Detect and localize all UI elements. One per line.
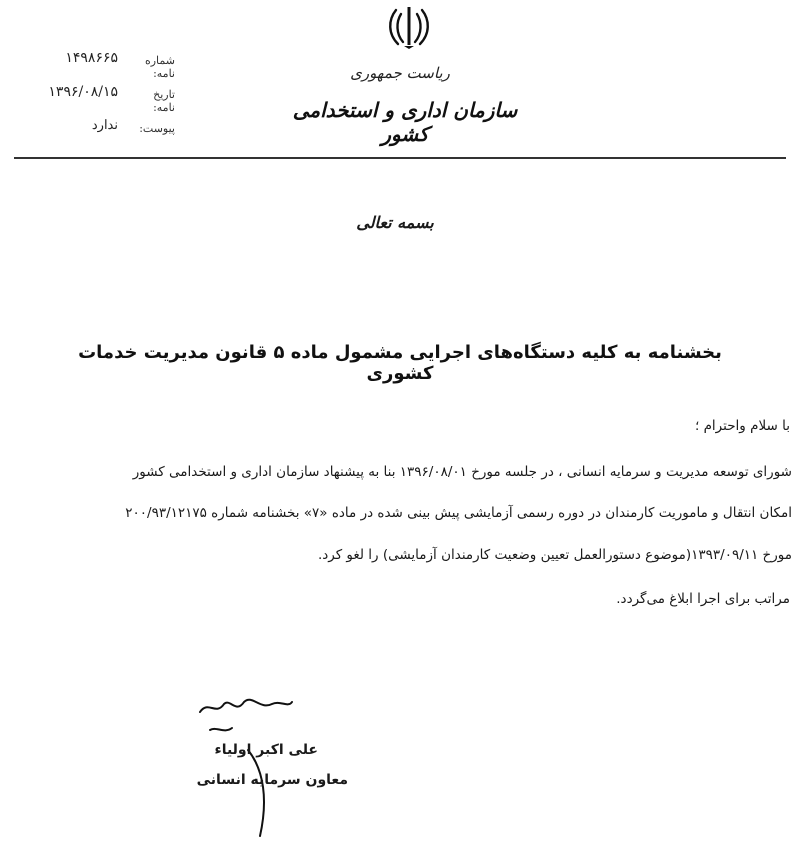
bismillah: بسمه تعالی [356, 213, 434, 232]
header-divider [14, 157, 786, 159]
letter-date: ۱۳۹۶/۰۸/۱۵ [48, 84, 118, 100]
attachment-label: پیوست: [139, 122, 175, 135]
salutation: با سلام واحترام ؛ [694, 418, 790, 434]
signer-name: علی اکبر اولیاء [214, 742, 318, 758]
organization-heading: سازمان اداری و استخدامی کشور [292, 98, 518, 146]
closing-line: مراتب برای اجرا ابلاغ می‌گردد. [616, 591, 790, 607]
body-line-2: امکان انتقال و ماموریت کارمندان در دوره رسمی آزمایشی پیش بینی شده در ماده «۷» بخشنامه شماره ۲۰۰/۹۳/۱۲۱۷۵ [125, 505, 792, 521]
circular-title: بخشنامه به کلیه دستگاه‌های اجرایی مشمول ماده ۵ قانون مدیریت خدمات کشوری [78, 342, 722, 384]
presidency-heading: ریاست جمهوری [350, 64, 450, 82]
signature-icon [180, 690, 300, 840]
letter-number: ۱۴۹۸۶۶۵ [65, 50, 118, 66]
signer-title: معاون سرمایه انسانی [196, 772, 348, 788]
body-line-3: مورخ ۱۳۹۳/۰۹/۱۱(موضوع دستورالعمل تعیین وضعیت کارمندان آزمایشی) را لغو کرد. [317, 547, 792, 563]
iran-emblem-icon [384, 4, 434, 50]
attachment-value: ندارد [91, 118, 118, 133]
body-line-1: شورای توسعه مدیریت و سرمایه انسانی ، در جلسه مورخ ۱۳۹۶/۰۸/۰۱ بنا به پیشنهاد سازمان اداری و استخدامی کشور [132, 464, 792, 480]
letter-number-label: شماره نامه: [144, 54, 175, 80]
date-label: تاریخ نامه: [153, 88, 175, 114]
